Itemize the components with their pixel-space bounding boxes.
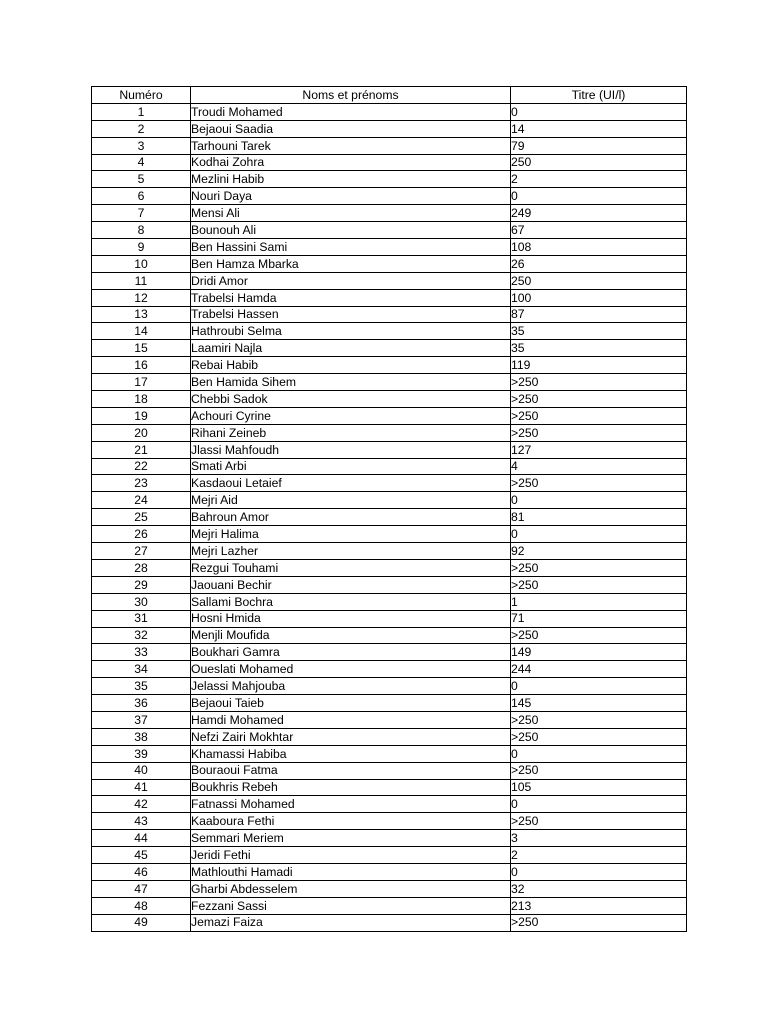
table-row bbox=[92, 171, 687, 188]
row-name-cell: Troudi Mohamed bbox=[191, 103, 511, 120]
row-titre-cell: 105 bbox=[511, 779, 687, 796]
header-titre: Titre (UI/l) bbox=[511, 87, 687, 104]
row-titre-cell: >250 bbox=[511, 559, 687, 576]
row-number-cell: 29 bbox=[92, 576, 191, 593]
row-titre-cell: 0 bbox=[511, 863, 687, 880]
row-number-cell: 14 bbox=[92, 323, 191, 340]
table-row bbox=[92, 728, 687, 745]
row-number-cell: 24 bbox=[92, 492, 191, 509]
row-titre-cell: 3 bbox=[511, 830, 687, 847]
table-row bbox=[92, 306, 687, 323]
row-number-cell: 12 bbox=[92, 289, 191, 306]
row-number-cell: 13 bbox=[92, 306, 191, 323]
row-titre-cell: 92 bbox=[511, 543, 687, 560]
table-row bbox=[92, 897, 687, 914]
row-titre-cell: 1 bbox=[511, 593, 687, 610]
table-row bbox=[92, 661, 687, 678]
table-row bbox=[92, 711, 687, 728]
row-titre-cell: >250 bbox=[511, 407, 687, 424]
row-titre-cell: 81 bbox=[511, 509, 687, 526]
table-row bbox=[92, 695, 687, 712]
row-name-cell: Bejaoui Saadia bbox=[191, 120, 511, 137]
header-noms-prenoms: Noms et prénoms bbox=[191, 87, 511, 104]
row-name-cell: Trabelsi Hassen bbox=[191, 306, 511, 323]
row-number-cell: 40 bbox=[92, 762, 191, 779]
table-row bbox=[92, 323, 687, 340]
table-row bbox=[92, 593, 687, 610]
row-name-cell: Nefzi Zairi Mokhtar bbox=[191, 728, 511, 745]
results-table bbox=[91, 86, 687, 932]
row-number-cell: 31 bbox=[92, 610, 191, 627]
row-name-cell: Semmari Meriem bbox=[191, 830, 511, 847]
row-number-cell: 19 bbox=[92, 407, 191, 424]
row-number-cell: 34 bbox=[92, 661, 191, 678]
row-name-cell: Dridi Amor bbox=[191, 272, 511, 289]
row-name-cell: Jlassi Mahfoudh bbox=[191, 441, 511, 458]
row-titre-cell: 0 bbox=[511, 796, 687, 813]
row-number-cell: 45 bbox=[92, 847, 191, 864]
row-titre-cell: 0 bbox=[511, 745, 687, 762]
row-titre-cell: 127 bbox=[511, 441, 687, 458]
row-number-cell: 6 bbox=[92, 188, 191, 205]
row-titre-cell: >250 bbox=[511, 424, 687, 441]
row-name-cell: Hathroubi Selma bbox=[191, 323, 511, 340]
row-name-cell: Gharbi Abdesselem bbox=[191, 880, 511, 897]
row-titre-cell: 35 bbox=[511, 323, 687, 340]
row-number-cell: 44 bbox=[92, 830, 191, 847]
row-number-cell: 37 bbox=[92, 711, 191, 728]
row-name-cell: Ben Hamida Sihem bbox=[191, 374, 511, 391]
header-row bbox=[92, 87, 687, 104]
table-body bbox=[92, 103, 687, 931]
row-number-cell: 17 bbox=[92, 374, 191, 391]
row-name-cell: Menjli Moufida bbox=[191, 627, 511, 644]
table-row bbox=[92, 441, 687, 458]
row-name-cell: Smati Arbi bbox=[191, 458, 511, 475]
row-number-cell: 30 bbox=[92, 593, 191, 610]
table-row bbox=[92, 374, 687, 391]
header-numero: Numéro bbox=[92, 87, 191, 104]
row-titre-cell: 2 bbox=[511, 847, 687, 864]
row-name-cell: Bounouh Ali bbox=[191, 222, 511, 239]
row-number-cell: 32 bbox=[92, 627, 191, 644]
row-name-cell: Kaaboura Fethi bbox=[191, 813, 511, 830]
row-name-cell: Bahroun Amor bbox=[191, 509, 511, 526]
row-titre-cell: 108 bbox=[511, 239, 687, 256]
table-row bbox=[92, 255, 687, 272]
row-titre-cell: 250 bbox=[511, 154, 687, 171]
row-number-cell: 38 bbox=[92, 728, 191, 745]
row-titre-cell: 87 bbox=[511, 306, 687, 323]
row-titre-cell: 0 bbox=[511, 103, 687, 120]
row-number-cell: 20 bbox=[92, 424, 191, 441]
table-row bbox=[92, 830, 687, 847]
table-row bbox=[92, 222, 687, 239]
row-name-cell: Mejri Halima bbox=[191, 526, 511, 543]
table-row bbox=[92, 239, 687, 256]
row-number-cell: 46 bbox=[92, 863, 191, 880]
row-name-cell: Fatnassi Mohamed bbox=[191, 796, 511, 813]
row-number-cell: 21 bbox=[92, 441, 191, 458]
row-name-cell: Mejri Aid bbox=[191, 492, 511, 509]
row-name-cell: Jemazi Faiza bbox=[191, 914, 511, 931]
table-row bbox=[92, 914, 687, 931]
row-titre-cell: 0 bbox=[511, 492, 687, 509]
row-number-cell: 35 bbox=[92, 678, 191, 695]
row-titre-cell: 71 bbox=[511, 610, 687, 627]
table-row bbox=[92, 627, 687, 644]
row-name-cell: Jeridi Fethi bbox=[191, 847, 511, 864]
row-number-cell: 49 bbox=[92, 914, 191, 931]
row-titre-cell: 26 bbox=[511, 255, 687, 272]
row-titre-cell: >250 bbox=[511, 627, 687, 644]
table-row bbox=[92, 644, 687, 661]
table-row bbox=[92, 526, 687, 543]
row-number-cell: 42 bbox=[92, 796, 191, 813]
row-titre-cell: >250 bbox=[511, 813, 687, 830]
row-titre-cell: 32 bbox=[511, 880, 687, 897]
row-name-cell: Laamiri Najla bbox=[191, 340, 511, 357]
row-name-cell: Nouri Daya bbox=[191, 188, 511, 205]
row-number-cell: 7 bbox=[92, 205, 191, 222]
row-number-cell: 15 bbox=[92, 340, 191, 357]
table-row bbox=[92, 458, 687, 475]
row-name-cell: Oueslati Mohamed bbox=[191, 661, 511, 678]
row-name-cell: Tarhouni Tarek bbox=[191, 137, 511, 154]
row-number-cell: 2 bbox=[92, 120, 191, 137]
table-row bbox=[92, 205, 687, 222]
row-number-cell: 26 bbox=[92, 526, 191, 543]
row-number-cell: 18 bbox=[92, 391, 191, 408]
table-row bbox=[92, 880, 687, 897]
row-titre-cell: >250 bbox=[511, 374, 687, 391]
row-titre-cell: >250 bbox=[511, 576, 687, 593]
row-titre-cell: 0 bbox=[511, 678, 687, 695]
row-titre-cell: 67 bbox=[511, 222, 687, 239]
row-number-cell: 47 bbox=[92, 880, 191, 897]
table-row bbox=[92, 188, 687, 205]
row-number-cell: 5 bbox=[92, 171, 191, 188]
row-name-cell: Trabelsi Hamda bbox=[191, 289, 511, 306]
row-name-cell: Boukhris Rebeh bbox=[191, 779, 511, 796]
row-number-cell: 28 bbox=[92, 559, 191, 576]
row-titre-cell: >250 bbox=[511, 391, 687, 408]
table-row bbox=[92, 407, 687, 424]
row-name-cell: Rihani Zeineb bbox=[191, 424, 511, 441]
row-titre-cell: 145 bbox=[511, 695, 687, 712]
row-number-cell: 43 bbox=[92, 813, 191, 830]
row-titre-cell: 2 bbox=[511, 171, 687, 188]
row-name-cell: Bouraoui Fatma bbox=[191, 762, 511, 779]
table-row bbox=[92, 796, 687, 813]
row-name-cell: Jaouani Bechir bbox=[191, 576, 511, 593]
table-row bbox=[92, 847, 687, 864]
row-number-cell: 9 bbox=[92, 239, 191, 256]
table-row bbox=[92, 543, 687, 560]
row-name-cell: Mathlouthi Hamadi bbox=[191, 863, 511, 880]
row-name-cell: Ben Hassini Sami bbox=[191, 239, 511, 256]
table-row bbox=[92, 272, 687, 289]
row-titre-cell: 249 bbox=[511, 205, 687, 222]
table-header bbox=[92, 87, 687, 104]
table-row bbox=[92, 576, 687, 593]
row-number-cell: 11 bbox=[92, 272, 191, 289]
table-row bbox=[92, 559, 687, 576]
row-titre-cell: 213 bbox=[511, 897, 687, 914]
table-row bbox=[92, 492, 687, 509]
row-name-cell: Fezzani Sassi bbox=[191, 897, 511, 914]
table-row bbox=[92, 509, 687, 526]
row-titre-cell: 250 bbox=[511, 272, 687, 289]
row-number-cell: 41 bbox=[92, 779, 191, 796]
row-number-cell: 48 bbox=[92, 897, 191, 914]
row-name-cell: Mensi Ali bbox=[191, 205, 511, 222]
row-name-cell: Jelassi Mahjouba bbox=[191, 678, 511, 695]
row-name-cell: Mejri Lazher bbox=[191, 543, 511, 560]
row-name-cell: Ben Hamza Mbarka bbox=[191, 255, 511, 272]
table-row bbox=[92, 340, 687, 357]
row-titre-cell: 4 bbox=[511, 458, 687, 475]
row-name-cell: Sallami Bochra bbox=[191, 593, 511, 610]
row-titre-cell: >250 bbox=[511, 711, 687, 728]
row-number-cell: 10 bbox=[92, 255, 191, 272]
row-name-cell: Rezgui Touhami bbox=[191, 559, 511, 576]
row-titre-cell: >250 bbox=[511, 914, 687, 931]
row-titre-cell: 100 bbox=[511, 289, 687, 306]
row-name-cell: Hamdi Mohamed bbox=[191, 711, 511, 728]
table-row bbox=[92, 289, 687, 306]
row-number-cell: 27 bbox=[92, 543, 191, 560]
row-name-cell: Bejaoui Taieb bbox=[191, 695, 511, 712]
table-row bbox=[92, 103, 687, 120]
row-titre-cell: >250 bbox=[511, 762, 687, 779]
table-row bbox=[92, 813, 687, 830]
table-row bbox=[92, 863, 687, 880]
table-row bbox=[92, 475, 687, 492]
row-number-cell: 22 bbox=[92, 458, 191, 475]
row-number-cell: 16 bbox=[92, 357, 191, 374]
row-name-cell: Achouri Cyrine bbox=[191, 407, 511, 424]
table-row bbox=[92, 779, 687, 796]
table-row bbox=[92, 391, 687, 408]
row-titre-cell: 244 bbox=[511, 661, 687, 678]
table-row bbox=[92, 424, 687, 441]
row-number-cell: 4 bbox=[92, 154, 191, 171]
row-titre-cell: >250 bbox=[511, 475, 687, 492]
row-number-cell: 36 bbox=[92, 695, 191, 712]
table-row bbox=[92, 678, 687, 695]
row-name-cell: Boukhari Gamra bbox=[191, 644, 511, 661]
table-row bbox=[92, 154, 687, 171]
table-row bbox=[92, 137, 687, 154]
row-name-cell: Khamassi Habiba bbox=[191, 745, 511, 762]
table-row bbox=[92, 745, 687, 762]
row-number-cell: 3 bbox=[92, 137, 191, 154]
row-name-cell: Kodhai Zohra bbox=[191, 154, 511, 171]
row-name-cell: Mezlini Habib bbox=[191, 171, 511, 188]
table-row bbox=[92, 762, 687, 779]
row-titre-cell: 14 bbox=[511, 120, 687, 137]
row-titre-cell: 35 bbox=[511, 340, 687, 357]
row-titre-cell: 0 bbox=[511, 526, 687, 543]
row-titre-cell: 149 bbox=[511, 644, 687, 661]
row-titre-cell: >250 bbox=[511, 728, 687, 745]
table-row bbox=[92, 610, 687, 627]
row-number-cell: 39 bbox=[92, 745, 191, 762]
row-name-cell: Rebai Habib bbox=[191, 357, 511, 374]
row-number-cell: 1 bbox=[92, 103, 191, 120]
row-titre-cell: 79 bbox=[511, 137, 687, 154]
row-titre-cell: 119 bbox=[511, 357, 687, 374]
table-row bbox=[92, 120, 687, 137]
row-number-cell: 8 bbox=[92, 222, 191, 239]
table-row bbox=[92, 357, 687, 374]
row-number-cell: 23 bbox=[92, 475, 191, 492]
row-titre-cell: 0 bbox=[511, 188, 687, 205]
row-name-cell: Hosni Hmida bbox=[191, 610, 511, 627]
row-name-cell: Kasdaoui Letaief bbox=[191, 475, 511, 492]
row-name-cell: Chebbi Sadok bbox=[191, 391, 511, 408]
row-number-cell: 25 bbox=[92, 509, 191, 526]
row-number-cell: 33 bbox=[92, 644, 191, 661]
